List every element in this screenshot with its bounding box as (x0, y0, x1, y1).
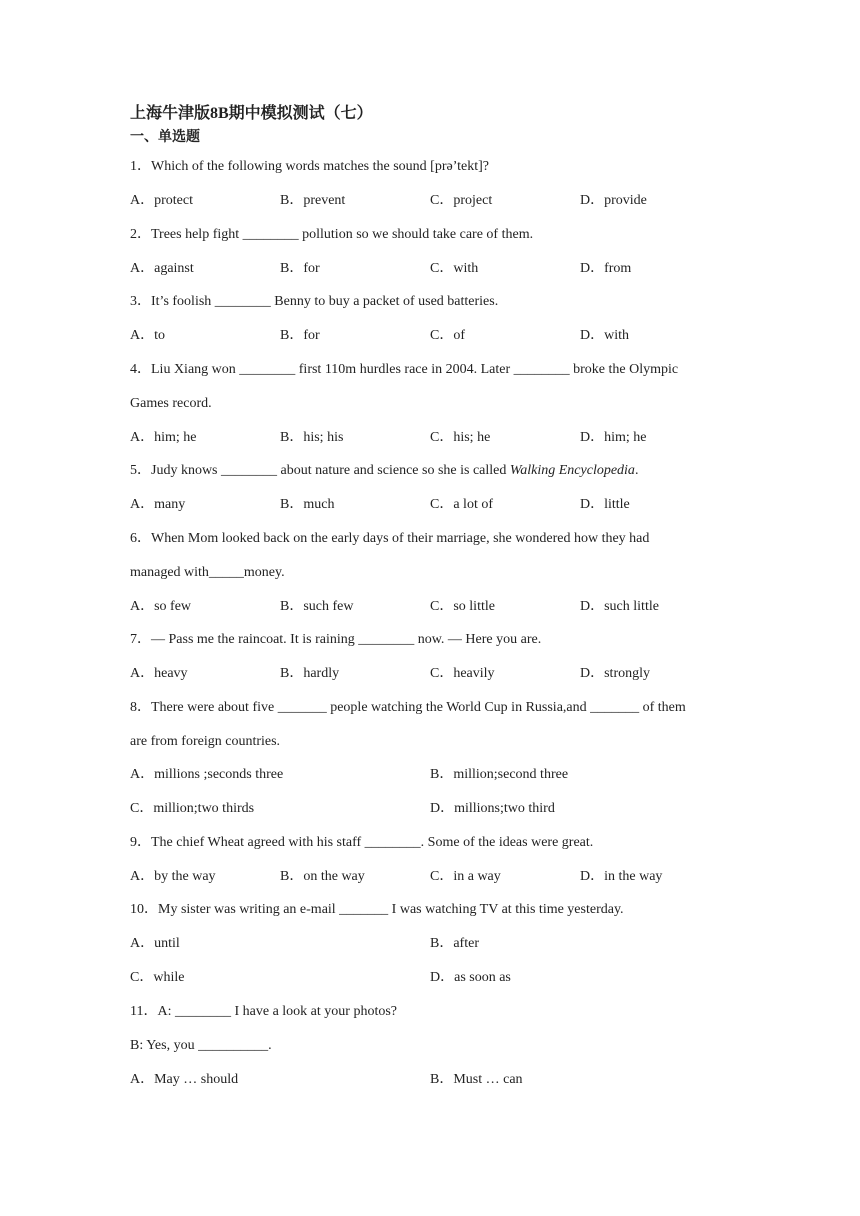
option-a: A．heavy (130, 666, 188, 681)
question-11-continued: B: Yes, you __________. (130, 1038, 272, 1053)
option-d: D．with (580, 328, 629, 343)
option-b: B．for (280, 261, 320, 276)
question-8-continued: are from foreign countries. (130, 734, 281, 749)
question-number: 5． (130, 463, 151, 478)
question-4-continued: Games record. (130, 396, 212, 411)
question-3 (130, 292, 498, 312)
option-a: A．until (130, 936, 180, 951)
question-text-italic: Walking Encyclopedia (509, 463, 635, 478)
question-number: 8． (130, 700, 151, 715)
question-text: When Mom looked back on the early days of their marriage, she wondered how they had (151, 531, 650, 546)
question-number: 9． (130, 835, 151, 850)
option-c: C．his; he (430, 430, 491, 445)
option-c: C．while (130, 970, 185, 985)
option-d: D．such little (580, 599, 659, 614)
option-d: D．strongly (580, 666, 650, 681)
question-5 (130, 461, 638, 481)
question-text: Which of the following words matches the sound [prə’tekt]? (151, 159, 489, 174)
option-b: B．for (280, 328, 320, 343)
question-text-end: . (634, 463, 639, 478)
question-number: 3． (130, 294, 151, 309)
question-text: The chief Wheat agreed with his staff ________. Some of the ideas were great. (151, 835, 594, 850)
question-1 (130, 157, 489, 177)
question-text: There were about five _______ people watching the World Cup in Russia,and _______ of them (151, 700, 686, 715)
question-number: 2． (130, 227, 151, 242)
option-d: D．little (580, 497, 630, 512)
question-number: 4． (130, 362, 151, 377)
question-8 (130, 698, 686, 718)
option-b: B．on the way (280, 869, 365, 884)
question-text: It’s foolish ________ Benny to buy a packet of used batteries. (151, 294, 499, 309)
option-c: C．with (430, 261, 479, 276)
option-a: A．against (130, 261, 194, 276)
option-d: D．millions;two third (430, 801, 555, 816)
option-b: B．prevent (280, 193, 346, 208)
option-d: D．as soon as (430, 970, 511, 985)
option-d: D．him; he (580, 430, 647, 445)
question-text: Judy knows ________ about nature and science so she is called (151, 463, 510, 478)
question-text: Trees help fight ________ pollution so we should take care of them. (151, 227, 534, 242)
option-b: B．his; his (280, 430, 344, 445)
option-b: B．such few (280, 599, 354, 614)
question-6-continued: managed with_____money. (130, 565, 285, 580)
option-a: A．him; he (130, 430, 197, 445)
option-a: A．May … should (130, 1072, 239, 1087)
option-c: C．so little (430, 599, 495, 614)
document-title: 上海牛津版8B期中模拟测试（七） (130, 105, 373, 122)
question-10 (130, 900, 624, 920)
question-4 (130, 360, 678, 380)
option-d: D．from (580, 261, 632, 276)
option-c: C．in a way (430, 869, 501, 884)
option-b: B．million;second three (430, 767, 569, 782)
question-number: 10． (130, 902, 158, 917)
question-number: 11． (130, 1004, 158, 1019)
option-b: B．after (430, 936, 479, 951)
question-9 (130, 833, 593, 853)
question-11 (130, 1002, 397, 1022)
option-b: B．hardly (280, 666, 340, 681)
question-6 (130, 529, 649, 549)
option-a: A．to (130, 328, 165, 343)
option-a: A．many (130, 497, 186, 512)
option-d: D．in the way (580, 869, 663, 884)
option-c: C．heavily (430, 666, 495, 681)
question-number: 7． (130, 632, 151, 647)
question-text: My sister was writing an e-mail _______ I was watching TV at this time yesterday. (158, 902, 624, 917)
question-text: A: ________ I have a look at your photos? (157, 1004, 397, 1019)
option-c: C．of (430, 328, 465, 343)
question-number: 6． (130, 531, 151, 546)
option-a: A．protect (130, 193, 193, 208)
section-heading: 一、单选题 (130, 130, 200, 145)
option-a: A．millions ;seconds three (130, 767, 284, 782)
option-b: B．much (280, 497, 335, 512)
option-a: A．so few (130, 599, 192, 614)
question-text: Liu Xiang won ________ first 110m hurdles race in 2004. Later ________ broke the Olympic (151, 362, 679, 377)
option-b: B．Must … can (430, 1072, 523, 1087)
option-c: C．project (430, 193, 493, 208)
question-2 (130, 225, 533, 245)
option-d: D．provide (580, 193, 647, 208)
question-text: — Pass me the raincoat. It is raining ________ now. — Here you are. (151, 632, 542, 647)
option-a: A．by the way (130, 869, 216, 884)
question-7 (130, 630, 541, 650)
option-c: C．million;two thirds (130, 801, 255, 816)
question-number: 1． (130, 159, 151, 174)
option-c: C．a lot of (430, 497, 493, 512)
